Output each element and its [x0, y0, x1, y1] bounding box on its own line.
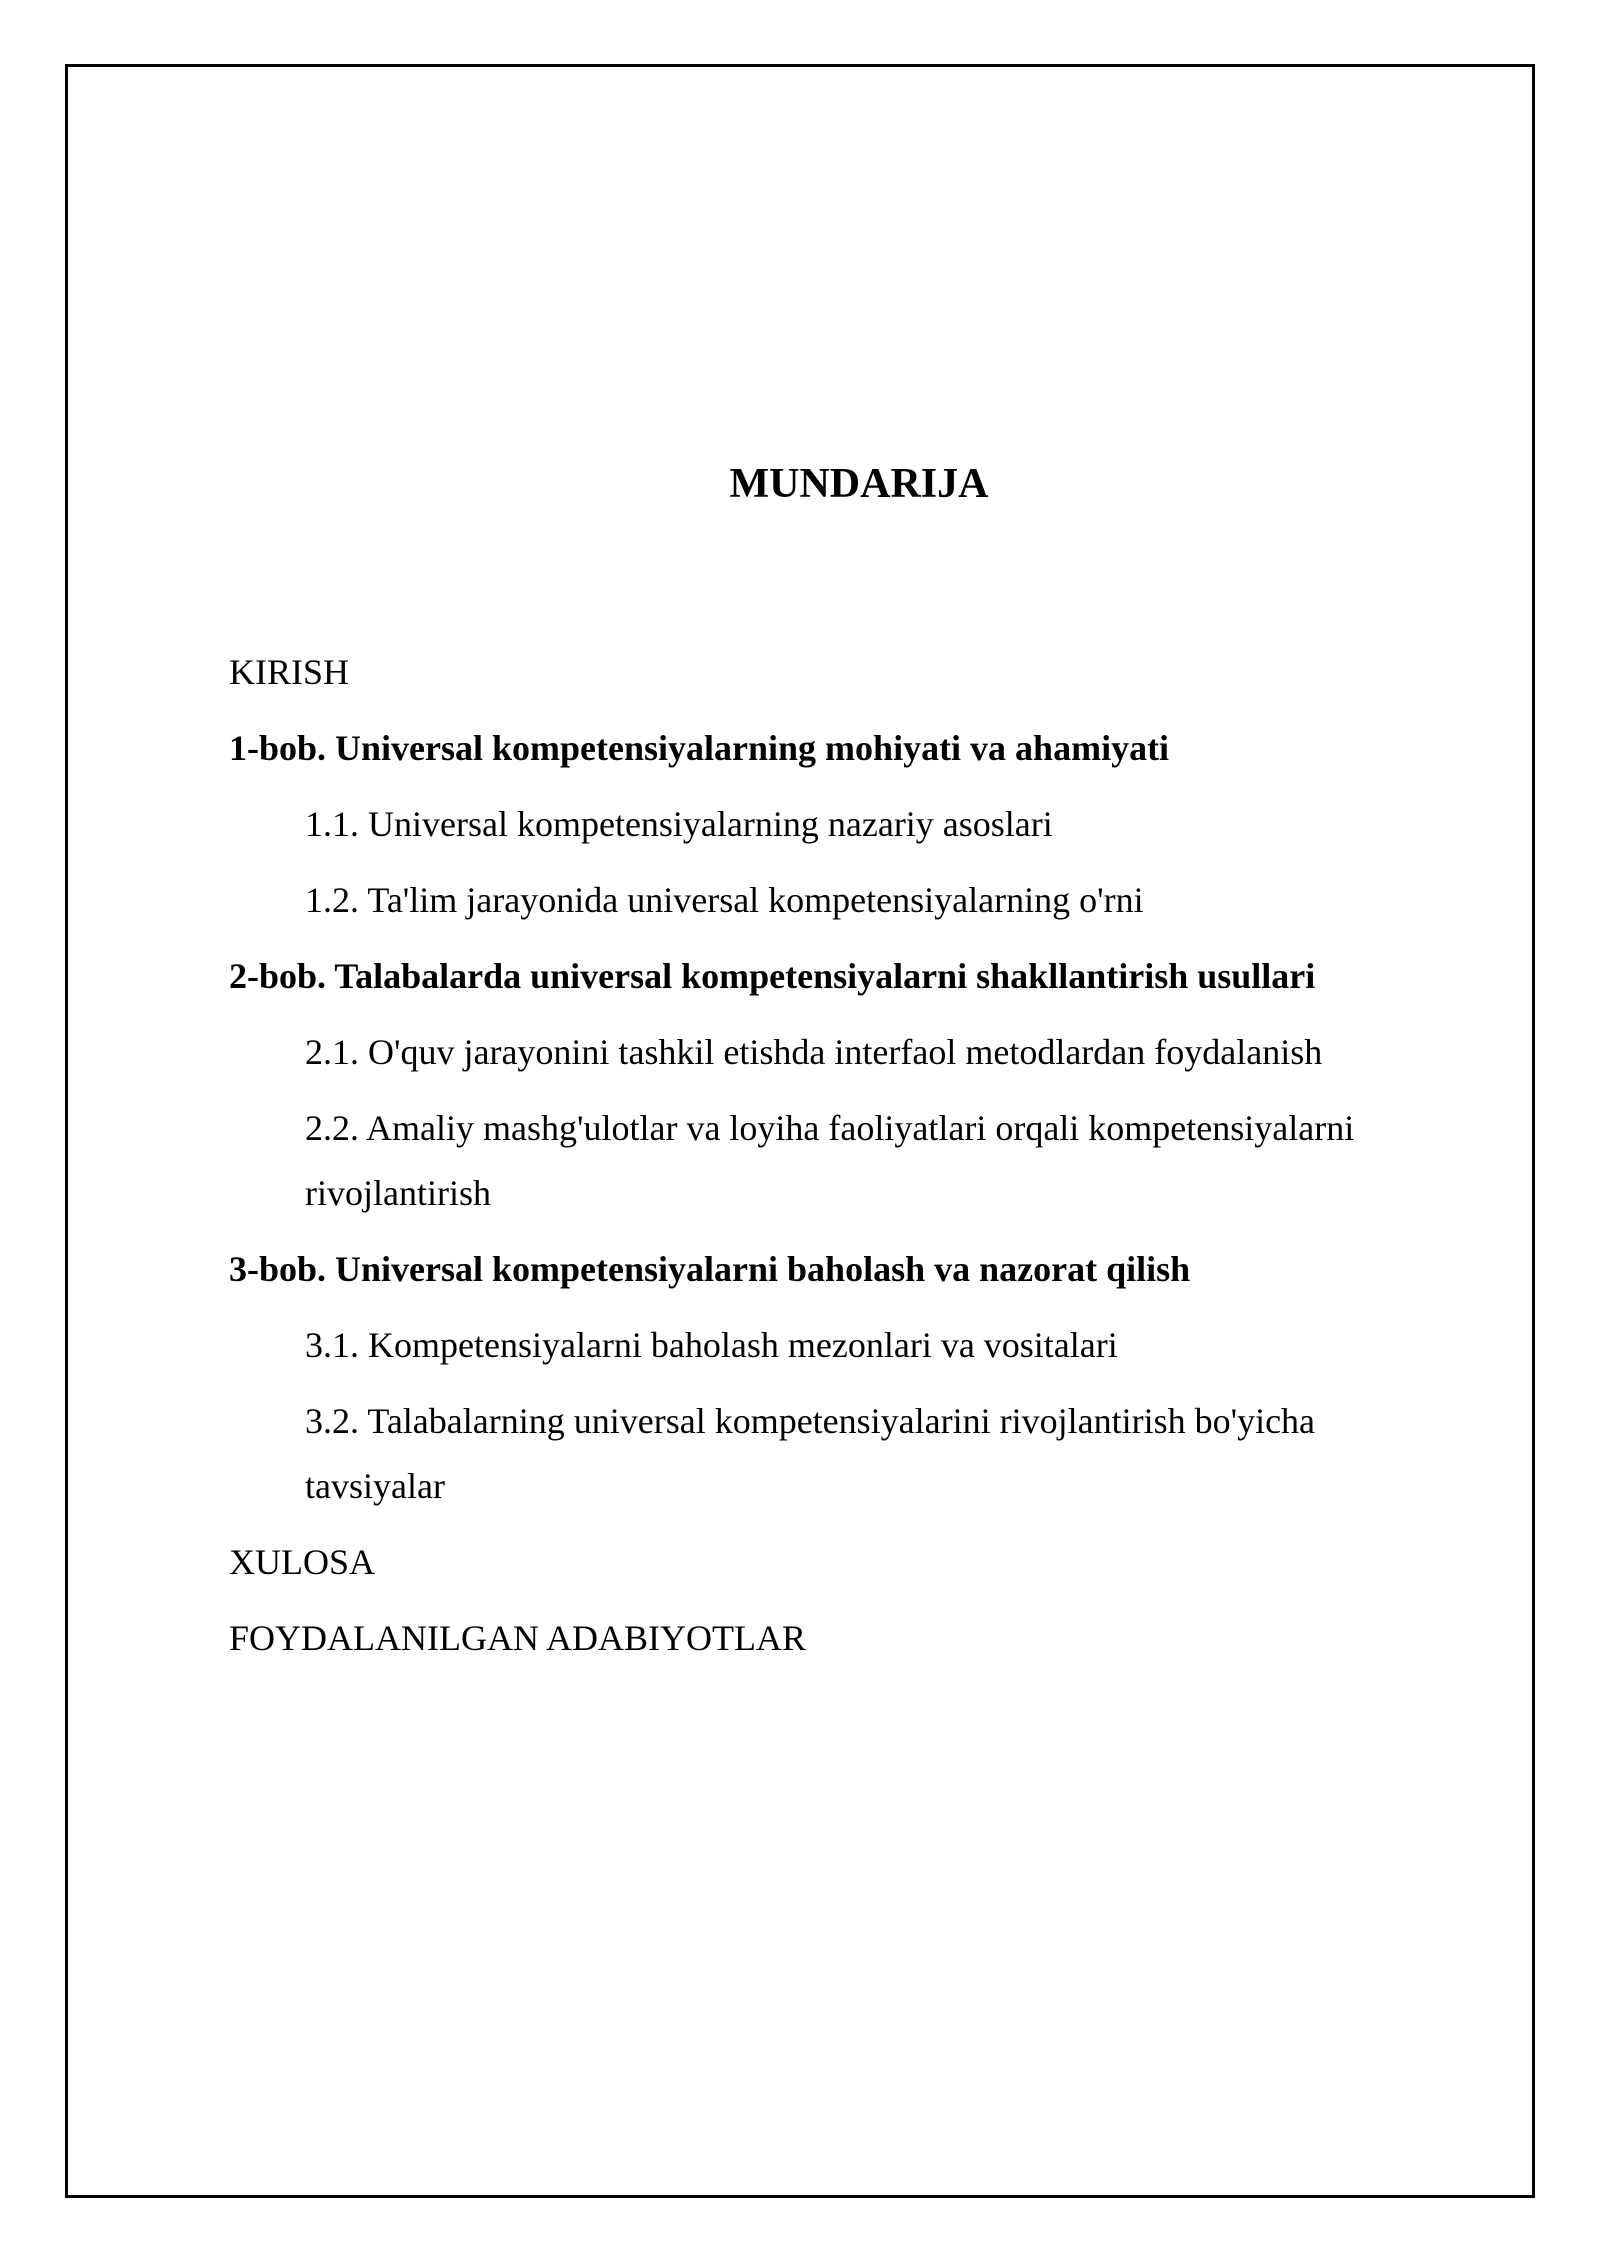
toc-entry-references: FOYDALANILGAN ADABIYOTLAR — [229, 1618, 806, 1658]
toc-section-3-1: 3.1. Kompetensiyalarni baholash mezonlari va vositalari — [305, 1325, 1118, 1365]
toc-section-1-1: 1.1. Universal kompetensiyalarning nazariy asoslari — [305, 804, 1053, 844]
toc-chapter-3: 3-bob. Universal kompetensiyalarni baholash va nazorat qilish — [229, 1249, 1191, 1289]
toc-list — [229, 640, 1429, 1682]
toc-section-3-2: 3.2. Talabalarning universal kompetensiyalarini rivojlantirish bo'yicha tavsiyalar — [305, 1401, 1316, 1506]
toc-entry-introduction: KIRISH — [229, 652, 350, 692]
toc-section-2-1: 2.1. O'quv jarayonini tashkil etishda interfaol metodlardan foydalanish — [305, 1032, 1323, 1072]
toc-section-2-2: 2.2. Amaliy mashg'ulotlar va loyiha faoliyatlari orqali kompetensiyalarni rivojlantirish — [305, 1108, 1355, 1213]
toc-entry-conclusion: XULOSA — [229, 1542, 376, 1582]
toc-chapter-1: 1-bob. Universal kompetensiyalarning mohiyati va ahamiyati — [229, 728, 1170, 768]
page-title: MUNDARIJA — [729, 461, 989, 507]
toc-chapter-2: 2-bob. Talabalarda universal kompetensiyalarni shakllantirish usullari — [229, 956, 1316, 996]
toc-section-1-2: 1.2. Ta'lim jarayonida universal kompetensiyalarning o'rni — [305, 880, 1144, 920]
